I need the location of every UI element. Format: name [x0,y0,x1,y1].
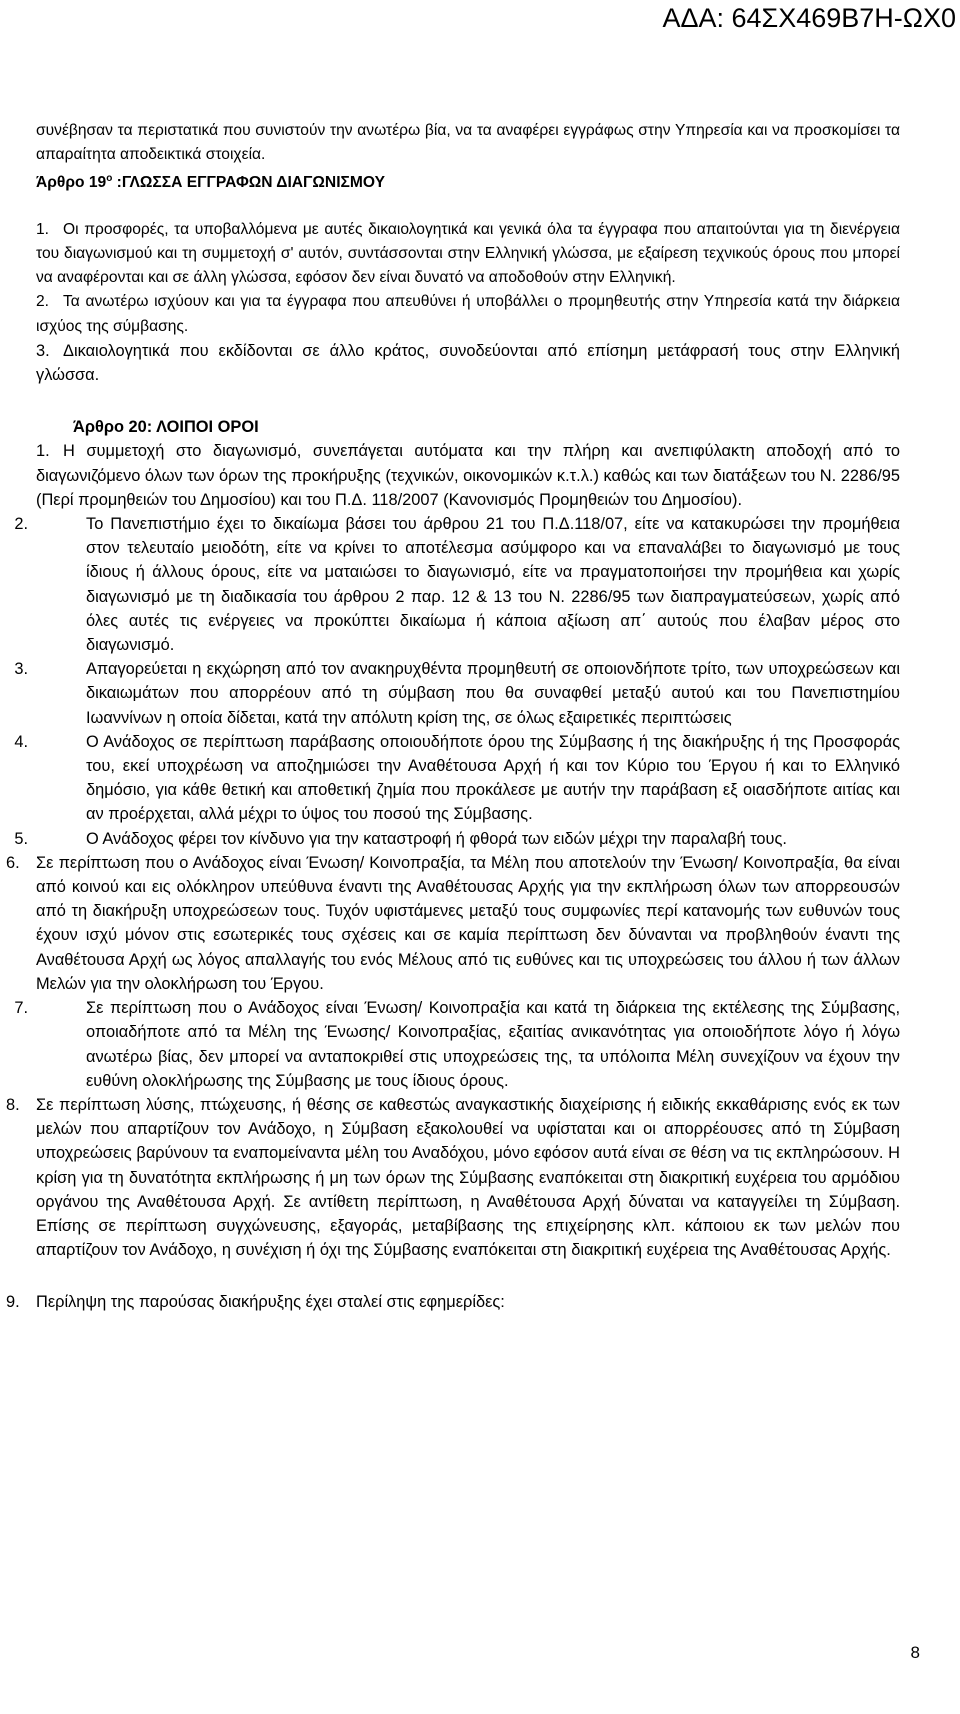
ada-code: ΑΔΑ: 64ΣΧ469Β7Η-ΩΧ0 [662,3,956,33]
spacer [36,1262,900,1284]
article-20-item-6 [6,851,900,996]
document-body [6,119,900,1315]
article-20-item-7 [14,996,900,1093]
article-19-title-a: Άρθρο 19 [36,174,107,192]
spacer [36,196,900,220]
article-19-title-b: :ΓΛΩΣΣΑ ΕΓΓΡΑΦΩΝ ΔΙΑΓΩΝΙΣΜΟΥ [112,174,385,192]
item-text: Σε περίπτωση που ο Ανάδοχος είναι Ένωση/ Κοινοπραξία και κατά τη διάρκεια της εκτέλεσης της Σύμβασης, οποιαδήποτε από τα Μέλη της Ένωσης/ Κοινοπραξίας, εξαιτίας ανικανότητας για οποιοδήποτε λόγο ή λόγω ανωτέρω βίας, δεν μπορεί να ανταποκριθεί στις υποχρεώσεις της, τα υπόλοιπα Μέλη συνεχίζουν να έχουν την ευθύνη ολοκλήρωσης της Σύμβασης με τους ίδιους όρους. [86,999,900,1090]
item-text: Απαγορεύεται η εκχώρηση από τον ανακηρυχθέντα προμηθευτή σε οποιονδήποτε τρίτο, των υποχρεώσεων και δικαιωμάτων που απορρέουν από τη σύμβαση που θα συναφθεί μεταξύ αυτού και του Πανεπιστημίου Ιωαννίνων η οποία δίδεται, κατά την απόλυτη κρίση της, σε όλως εξαιρετικές περιπτώσεις [86,660,900,727]
item-number: 5. [14,829,28,848]
item-number: 7. [14,999,28,1018]
item-text: Περίληψη της παρούσας διακήρυξης έχει σταλεί στις εφημερίδες: [36,1293,505,1312]
article-20-item-4 [14,730,900,827]
item-text: Τα ανωτέρω ισχύουν και για τα έγγραφα που απευθύνει ή υποβάλλει ο προμηθευτής στην Υπηρεσία κατά την διάρκεια ισχύος της σύμβασης. [36,293,900,335]
article-19-item-2 [36,290,900,338]
item-number: 4. [14,732,28,751]
item-number: 1. [36,220,50,238]
item-text: Οι προσφορές, τα υποβαλλόμενα με αυτές δικαιολογητικά και γενικά όλα τα έγγραφα που απαιτούνται για τη διενέργεια του διαγωνισμού και τη συμμετοχή σ' αυτόν, συντάσσονται στην Ελληνική γλώσσα, με εξαίρεση τεχνικούς όρους που μπορεί να αναφέρονται και σε άλλη γλώσσα, εφόσον δεν είναι δυνατό να αποδοθούν στην Ελληνική. [36,220,900,287]
item-text: Σε περίπτωση που ο Ανάδοχος είναι Ένωση/ Κοινοπραξία, τα Μέλη που αποτελούν την Ένωση/ Κοινοπραξία, θα είναι από κοινού και εις ολόκληρον υπεύθυνα έναντι της Αναθέτουσας Αρχής για την εκπλήρωση όλων των απορρεουσών από τη διακήρυξη υποχρεώσεων τους. Τυχόν υφιστάμενες μεταξύ τους συμφωνίες περί κατανομής των ευθυνών τους έχουν ισχύ μόνον στις εσωτερικές τους σχέσεις και σε καμία περίπτωση δεν δύνανται να προβληθούν έναντι της Αναθέτουσα Αρχή ως λόγος απαλλαγής του ενός Μέλους από τις ευθύνες και τις υποχρεώσεις του άλλου ή των άλλων Μελών για την ολοκλήρωση του Έργου. [36,853,900,993]
item-number: 2. [14,515,28,534]
item-text: Η συμμετοχή στο διαγωνισμό, συνεπάγεται αυτόματα και την πλήρη και ανεπιφύλακτη αποδοχή από το διαγωνιζόμενο όλων των όρων της προκήρυξης (τεχνικών, οικονομικών κ.τ.λ.) καθώς και των διατάξεων του Ν. 2286/95 (Περί προμηθειών του Δημοσίου) και του Π.Δ. 118/2007 (Κανονισμός Προμηθειών του Δημοσίου). [36,442,900,509]
item-text: Σε περίπτωση λύσης, πτώχευσης, ή θέσης σε καθεστώς αναγκαστικής διαχείρισης ή ειδικής εκκαθάρισης ενός εκ των μελών που απαρτίζουν τον Ανάδοχο, η Σύμβαση εξακολουθεί να υφίσταται και οι απορρέουσες από τη Σύμβαση υποχρεώσεις βαρύνουν τα εναπομείναντα μέλη του Αναδόχου, μόνο εφόσον αυτά είναι σε θέση να τις εκπληρώσουν. Η κρίση για τη δυνατότητα εκπλήρωσης ή μη των όρων της Σύμβασης εναπόκειται στη διακριτική ευχέρεια του αρμόδιου οργάνου της Αναθέτουσα Αρχή. Σε αντίθετη περίπτωση, η Αναθέτουσα Αρχή δύναται να καταγγείλει τη Σύμβαση. Επίσης σε περίπτωση συγχώνευσης, εξαγοράς, μεταβίβασης της επιχείρησης κλπ. κάποιου εκ των μελών που απαρτίζουν τον Ανάδοχο, η συνέχιση ή όχι της Σύμβασης εναπόκειται στη διακριτική ευχέρεια της Αναθέτουσας Αρχής. [36,1095,900,1260]
article-20-item-3 [14,657,900,730]
article-20-item-5 [14,827,900,851]
item-number: 6. [6,853,20,872]
article-19-item-3 [36,339,900,387]
item-number: 1. [36,442,50,461]
item-number: 2. [36,293,50,311]
article-19-item-1 [36,218,900,291]
item-text: Ο Ανάδοχος σε περίπτωση παράβασης οποιουδήποτε όρου της Σύμβασης ή της διακήρυξης ή της Προσφοράς του, εκεί υποχρέωση να αποζημιώσει την Αναθέτουσα Αρχή ή και τον Κύριο του Έργου ή και το Ελληνικό δημόσιο, για κάθε θετική και αποθετική ζημία που προκάλεσε με αυτήν την παράβαση εξ οιασδήποτε αιτίας και αν προέρχεται, αλλά μέχρι το ύψος του ποσού της Σύμβασης. [86,732,900,824]
item-number: 8. [6,1095,20,1114]
item-text: Δικαιολογητικά που εκδίδονται σε άλλο κράτος, συνοδεύονται από επίσημη μετάφρασή τους στην Ελληνική γλώσσα. [36,341,900,385]
item-number: 3. [36,341,50,360]
article-20-item-9 [6,1290,900,1314]
item-number: 3. [14,660,28,679]
article-20-item-2 [14,512,900,657]
page-number: 8 [910,1643,920,1662]
article-19-title [36,167,900,195]
article-20-title: Άρθρο 20: ΛΟΙΠΟΙ ΟΡΟΙ [73,418,259,437]
article-19-title-sup: ο [106,173,113,185]
item-text: Ο Ανάδοχος φέρει τον κίνδυνο για την καταστροφή ή φθορά των ειδών μέχρι την παραλαβή τους. [86,829,787,848]
article-20-item-1 [36,439,900,512]
item-number: 9. [6,1293,20,1312]
intro-paragraph: συνέβησαν τα περιστατικά που συνιστούν την ανωτέρω βία, να τα αναφέρει εγγράφως στην Υπηρεσία και να προσκομίσει τα απαραίτητα αποδεικτικά στοιχεία. [36,122,900,164]
article-20-item-8 [6,1093,900,1262]
item-text: Το Πανεπιστήμιο έχει το δικαίωμα βάσει του άρθρου 21 του Π.Δ.118/07, είτε να κατακυρώσει την προμήθεια στον τελευταίο μειοδότη, είτε να κρίνει το αποτέλεσμα ασύμφορο και να επαναλάβει το διαγωνισμό με τους ίδιους ή άλλους όρους, είτε να ματαιώσει το διαγωνισμό, είτε να πραγματοποιήσει την προμήθεια και χωρίς διαγωνισμό με τη διαδικασία του άρθρου 2 παρ. 12 & 13 του Ν. 2286/95 των διαπραγματεύσεων, χωρίς από όλες αυτές τις ενέργειες να προκύπτει δικαίωμα ή κάποια αξίωση απ΄ αυτούς που έλαβαν μέρος στο διαγωνισμό. [86,515,900,655]
spacer [36,387,900,409]
